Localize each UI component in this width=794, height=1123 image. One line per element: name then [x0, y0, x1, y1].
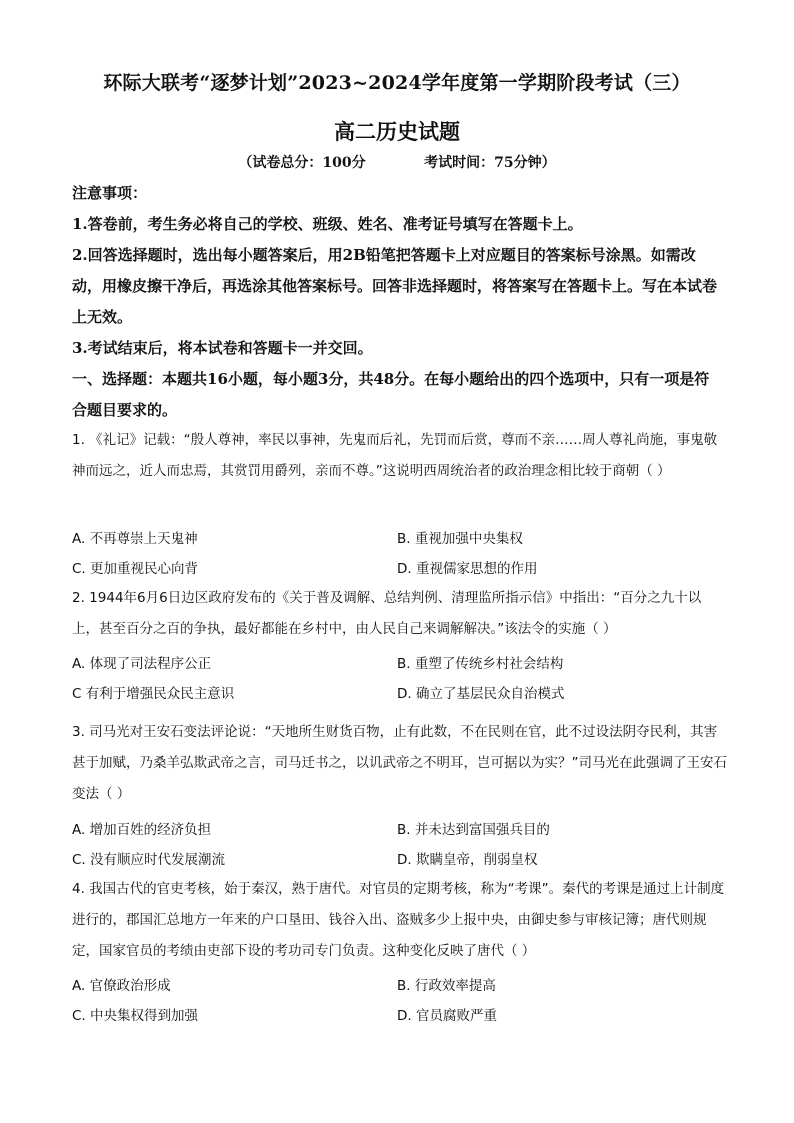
question-2-option-d: D. 确立了基层民众自治模式 — [397, 686, 565, 702]
notice-item-2: 2.回答选择题时，选出每小题答案后，用2B铅笔把答题卡上对应题目的答案标号涂黑。如需改动，用橡皮擦干净后，再选涂其他答案标号。回答非选择题时，将答案写在答题卡上。写在本试卷上无效。 — [72, 246, 718, 326]
exam-subtitle: 高二历史试题 — [334, 119, 460, 144]
exam-meta: （试卷总分：100分 考试时间：75分钟） — [238, 155, 556, 171]
section-heading: 一、选择题：本题共16小题，每小题3分，共48分。在每小题给出的四个选项中，只有一项是符合题目要求的。 — [72, 370, 710, 419]
question-3-option-d: D. 欺瞒皇帝，削弱皇权 — [397, 852, 538, 868]
question-1-option-a: A. 不再尊崇上天鬼神 — [72, 531, 198, 547]
question-1-option-b: B. 重视加强中央集权 — [397, 531, 523, 547]
notice-item-1: 1.答卷前，考生务必将自己的学校、班级、姓名、准考证号填写在答题卡上。 — [72, 215, 583, 233]
notice-heading: 注意事项： — [72, 184, 148, 202]
question-3-option-a: A. 增加百姓的经济负担 — [72, 822, 212, 838]
question-1-option-c: C. 更加重视民心向背 — [72, 561, 199, 577]
question-1-stem: 1. 《礼记》记载：“殷人尊神，率民以事神，先鬼而后礼，先罚而后赏，尊而不亲……周人尊礼尚施，事鬼敬神而远之，近人而忠焉，其赏罚用爵列，亲而不尊。”这说明西周统治者的政治理念相比较于商朝（ ） — [72, 432, 718, 479]
question-3-option-c: C. 没有顺应时代发展潮流 — [72, 852, 226, 868]
notice-item-3: 3.考试结束后，将本试卷和答题卡一并交回。 — [72, 339, 373, 357]
question-3-option-b: B. 并未达到富国强兵目的 — [397, 822, 550, 838]
question-4-stem: 4. 我国古代的官吏考核，始于秦汉，熟于唐代。对官员的定期考核，称为“考课”。秦代的考课是通过上计制度进行的，郡国汇总地方一年来的户口垦田、钱谷入出、盗贼多少上报中央，由御史参与审核记簿；唐代则规定，国家官员的考绩由吏部下设的考功司专门负责。这种变化反映了唐代（ ） — [72, 881, 725, 959]
question-2-option-c: C 有利于增强民众民主意识 — [72, 686, 235, 702]
question-2-stem: 2. 1944年6月6日边区政府发布的《关于普及调解、总结判例、清理监所指示信》中指出：“百分之九十以上，甚至百分之百的争执，最好都能在乡村中，由人民自己来调解解决。”该法令的实施（ ） — [72, 590, 702, 637]
question-2-option-a: A. 体现了司法程序公正 — [72, 656, 212, 672]
question-1-option-d: D. 重视儒家思想的作用 — [397, 561, 538, 577]
question-4-option-d: D. 官员腐败严重 — [397, 1008, 497, 1024]
question-4-option-b: B. 行政效率提高 — [397, 978, 496, 994]
question-3-stem: 3. 司马光对王安石变法评论说：“天地所生财货百物，止有此数，不在民则在官，此不过设法阴夺民利，其害甚于加赋，乃桑羊弘欺武帝之言，司马迁书之，以讥武帝之不明耳，岂可据以为实？”司马光在此强调了王安石变法（ ） — [72, 724, 727, 802]
question-2-option-b: B. 重塑了传统乡村社会结构 — [397, 656, 564, 672]
question-4-option-c: C. 中央集权得到加强 — [72, 1008, 199, 1024]
question-4-option-a: A. 官僚政治形成 — [72, 978, 171, 994]
exam-title: 环际大联考“逐梦计划”2023~2024学年度第一学期阶段考试（三） — [103, 72, 691, 94]
